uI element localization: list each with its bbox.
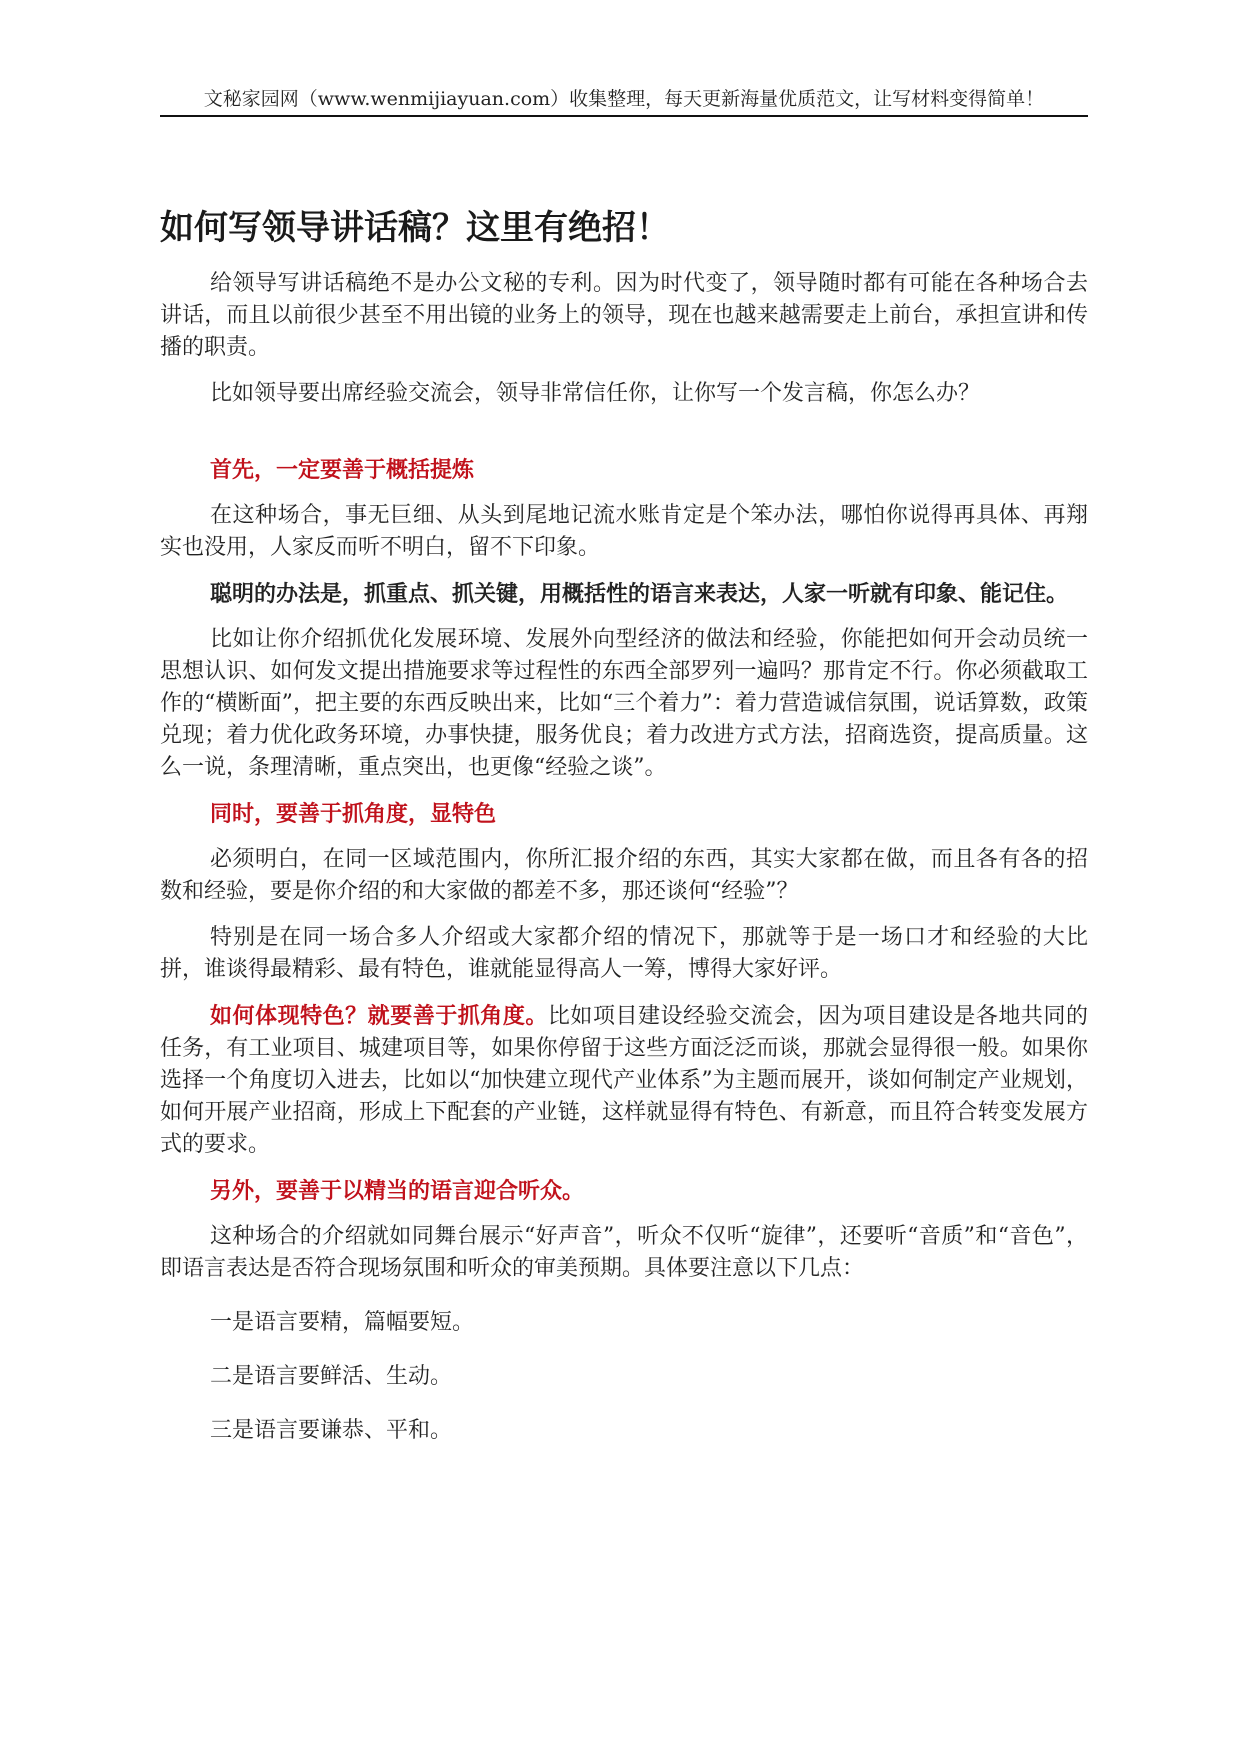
- paragraph-question: 比如领导要出席经验交流会，领导非常信任你，让你写一个发言稿，你怎么办？: [210, 381, 981, 406]
- article-body: [160, 268, 1088, 1469]
- points-list: [160, 1307, 1088, 1447]
- list-item: 三是语言要谦恭、平和。: [210, 1418, 453, 1443]
- paragraph-section2-b: 特别是在同一场合多人介绍或大家都介绍的情况下，那就等于是一场口才和经验的大比拼，谁谈得最精彩、最有特色，谁就能显得高人一筹，博得大家好评。: [160, 925, 1088, 982]
- section-heading-3: 另外，要善于以精当的语言迎合听众。: [210, 1178, 585, 1204]
- paragraph-section3-a: 这种场合的介绍就如同舞台展示“好声音”，听众不仅听“旋律”，还要听“音质”和“音色”，即语言表达是否符合现场氛围和听众的审美预期。具体要注意以下几点：: [160, 1224, 1088, 1281]
- list-item: 二是语言要鲜活、生动。: [210, 1364, 453, 1389]
- page-header: 文秘家园网（www.wenmijiayuan.com）收集整理，每天更新海量优质范文，让写材料变得简单！: [160, 86, 1088, 117]
- paragraph-section1-example: 比如让你介绍抓优化发展环境、发展外向型经济的做法和经验，你能把如何开会动员统一思想认识、如何发文提出措施要求等过程性的东西全部罗列一遍吗？那肯定不行。你必须截取工作的“横断面”，把主要的东西反映出来，比如“三个着力”：着力营造诚信氛围，说话算数，政策兑现；着力优化政务环境，办事快捷，服务优良；着力改进方式方法，招商选资，提高质量。这么一说，条理清晰，重点突出，也更像“经验之谈”。: [160, 627, 1088, 780]
- paragraph-lead-highlight: 如何体现特色？就要善于抓角度。: [210, 1003, 548, 1029]
- article-title: 如何写领导讲话稿？这里有绝招！: [160, 208, 670, 248]
- paragraph-section1-bold: 聪明的办法是，抓重点、抓关键，用概括性的语言来表达，人家一听就有印象、能记住。: [210, 581, 1069, 607]
- paragraph-section2-c-text: 比如项目建设经验交流会，因为项目建设是各地共同的任务，有工业项目、城建项目等，如果你停留于这些方面泛泛而谈，那就会显得很一般。如果你选择一个角度切入进去，比如以“加快建立现代产业体系”为主题而展开，谈如何制定产业规划，如何开展产业招商，形成上下配套的产业链，这样就显得有特色、有新意，而且符合转变发展方式的要求。: [160, 1004, 1088, 1157]
- section-heading-2: 同时，要善于抓角度，显特色: [210, 801, 497, 827]
- section-heading-1: 首先，一定要善于概括提炼: [210, 457, 475, 483]
- list-item: 一是语言要精，篇幅要短。: [210, 1310, 475, 1335]
- paragraph-intro: 给领导写讲话稿绝不是办公文秘的专利。因为时代变了，领导随时都有可能在各种场合去讲话，而且以前很少甚至不用出镜的业务上的领导，现在也越来越需要走上前台，承担宣讲和传播的职责。: [160, 271, 1088, 360]
- paragraph-section2-a: 必须明白，在同一区域范围内，你所汇报介绍的东西，其实大家都在做，而且各有各的招数和经验，要是你介绍的和大家做的都差不多，那还谈何“经验”？: [160, 847, 1088, 904]
- paragraph-section2-c: [160, 1000, 1088, 1161]
- paragraph-section1-a: 在这种场合，事无巨细、从头到尾地记流水账肯定是个笨办法，哪怕你说得再具体、再翔实也没用，人家反而听不明白，留不下印象。: [160, 503, 1088, 560]
